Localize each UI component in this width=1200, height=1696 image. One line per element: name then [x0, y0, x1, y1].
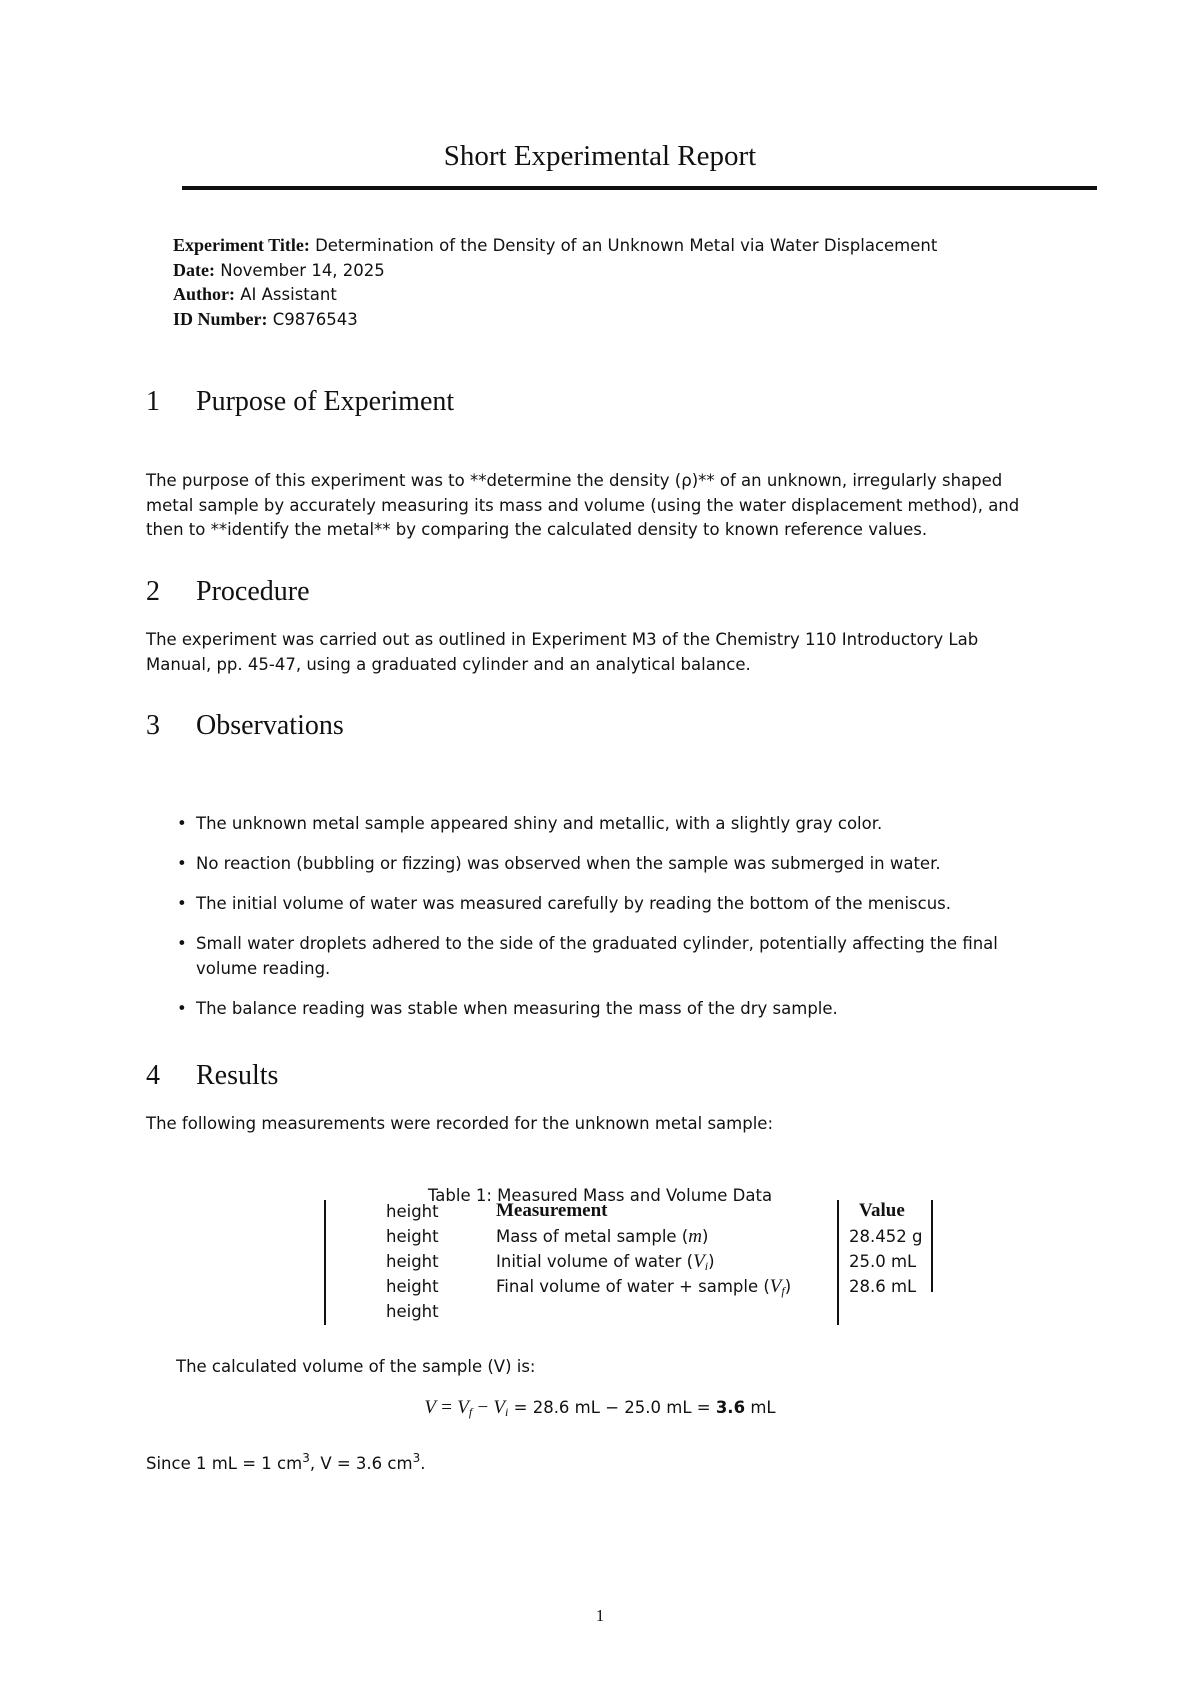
section-number: 3	[146, 710, 160, 741]
equals-sign: =	[441, 1397, 452, 1418]
meta-value: November 14, 2025	[220, 260, 385, 280]
row-symbol: m	[688, 1226, 702, 1247]
meta-key: ID Number:	[173, 308, 268, 329]
table-row-value: 28.6 mL	[849, 1277, 917, 1296]
table-border-right	[931, 1200, 933, 1292]
equation-unit: mL	[750, 1398, 776, 1417]
row-subscript: i	[704, 1259, 709, 1273]
conclusion-lead: Since 1 mL = 1 cm	[146, 1454, 303, 1473]
row-symbol: V	[693, 1251, 705, 1272]
equation-vf: V	[457, 1397, 469, 1418]
list-item-text: volume reading.	[196, 958, 331, 978]
bullet-icon: •	[177, 814, 187, 833]
conclusion-line	[146, 1446, 1066, 1471]
equation-vi: V	[493, 1397, 506, 1418]
section-title: Procedure	[196, 576, 310, 607]
table-row-value: 25.0 mL	[849, 1252, 917, 1271]
meta-key: Date:	[173, 259, 215, 280]
table-border-left	[324, 1200, 326, 1325]
list-item-text: No reaction (bubbling or fizzing) was observed when the sample was submerged in water.	[196, 854, 941, 873]
list-item-text: The unknown metal sample appeared shiny and metallic, with a slightly gray color.	[196, 814, 883, 833]
equation-lhs: V	[424, 1397, 437, 1418]
section-heading-purpose	[146, 385, 454, 419]
meta-value: C9876543	[272, 309, 358, 329]
conclusion-exp: 3	[302, 1451, 310, 1465]
calc-intro	[176, 1355, 1096, 1380]
list-item	[146, 892, 1076, 917]
meta-value: AI Assistant	[240, 285, 337, 304]
bullet-icon: •	[177, 854, 187, 873]
section-heading-observations	[146, 709, 344, 743]
list-item	[146, 852, 1076, 877]
purpose-paragraph	[146, 469, 1066, 543]
list-item	[146, 812, 1076, 837]
minus-sign: −	[477, 1397, 489, 1418]
paragraph-line: The experiment was carried out as outlined in Experiment M3 of the Chemistry 110 Introductory Lab	[146, 630, 979, 649]
procedure-paragraph	[146, 628, 1066, 677]
row-close: )	[708, 1252, 715, 1271]
results-intro	[146, 1112, 1066, 1137]
meta-id-number	[173, 307, 937, 332]
page-number: 1	[595, 1606, 605, 1625]
section-title: Results	[196, 1060, 279, 1091]
observations-list	[146, 812, 1076, 1037]
conclusion-tail: .	[420, 1454, 426, 1473]
section-number: 4	[146, 1060, 160, 1091]
row-symbol: V	[769, 1276, 782, 1297]
paragraph-line: Manual, pp. 45-47, using a graduated cylinder and an analytical balance.	[146, 654, 751, 674]
bullet-icon: •	[177, 894, 187, 913]
section-title: Observations	[196, 710, 344, 741]
list-item	[146, 932, 1076, 981]
title-rule	[182, 186, 1097, 190]
row-prefix: height	[386, 1227, 439, 1246]
paragraph-line	[146, 1446, 1066, 1471]
paragraph-line: then to **identify the metal** by comparing the calculated density to known reference values.	[146, 520, 928, 539]
row-label: Mass of metal sample (	[496, 1227, 689, 1246]
row-close: )	[701, 1227, 709, 1246]
meta-key: Experiment Title:	[173, 235, 310, 255]
list-item-text: Small water droplets adhered to the side of the graduated cylinder, potentially affecting the final	[196, 934, 998, 953]
meta-date	[173, 258, 937, 283]
table-row-measurement	[496, 1275, 791, 1304]
table-row-value: 28.452 g	[849, 1227, 923, 1246]
row-label: Initial volume of water (	[496, 1252, 694, 1271]
row-subscript: f	[781, 1284, 785, 1298]
row-prefix: height	[386, 1277, 439, 1296]
equation-vi-sub: i	[505, 1405, 509, 1419]
table-row-measurement	[496, 1225, 708, 1250]
equation-middle: = 28.6 mL − 25.0 mL =	[513, 1398, 711, 1417]
bullet-icon: •	[177, 934, 187, 953]
equation-result: 3.6	[715, 1398, 746, 1417]
paragraph-line: The purpose of this experiment was to **determine the density (ρ)** of an unknown, irregularly shaped	[146, 471, 1003, 490]
row-prefix: height	[386, 1252, 439, 1271]
section-heading-procedure	[146, 575, 310, 609]
list-item-text: The initial volume of water was measured carefully by reading the bottom of the meniscus.	[196, 894, 952, 913]
section-number: 2	[146, 576, 160, 607]
column-header-value: Value	[859, 1200, 905, 1221]
paragraph-line: The following measurements were recorded for the unknown metal sample:	[146, 1114, 774, 1133]
meta-value: Determination of the Density of an Unknown Metal via Water Displacement	[315, 236, 938, 255]
table-border-middle	[837, 1200, 839, 1325]
conclusion-mid: , V = 3.6 cm	[309, 1454, 413, 1473]
equation-vf-sub: f	[468, 1405, 473, 1419]
row-prefix: height	[386, 1202, 439, 1221]
section-title: Purpose of Experiment	[196, 386, 455, 417]
conclusion-exp: 3	[412, 1451, 421, 1465]
row-prefix: height	[386, 1302, 439, 1321]
paragraph-line: The calculated volume of the sample (V) is:	[176, 1357, 536, 1376]
volume-equation	[0, 1396, 1200, 1425]
report-title: Short Experimental Report	[443, 140, 757, 172]
bullet-icon: •	[177, 998, 187, 1018]
section-heading-results	[146, 1059, 278, 1093]
row-label: Final volume of water + sample (	[496, 1277, 770, 1296]
table-caption: Table 1: Measured Mass and Volume Data	[427, 1186, 773, 1205]
list-item-text: The balance reading was stable when measuring the mass of the dry sample.	[196, 998, 838, 1018]
meta-author	[173, 282, 937, 307]
list-item	[146, 997, 1076, 1022]
meta-experiment-title	[173, 233, 937, 258]
column-header-measurement: Measurement	[496, 1200, 608, 1221]
section-number: 1	[146, 386, 160, 417]
meta-key: Author:	[173, 284, 235, 304]
row-close: )	[784, 1277, 792, 1296]
paragraph-line: metal sample by accurately measuring its mass and volume (using the water displacement method), and	[146, 495, 1020, 515]
report-metadata	[173, 233, 937, 331]
